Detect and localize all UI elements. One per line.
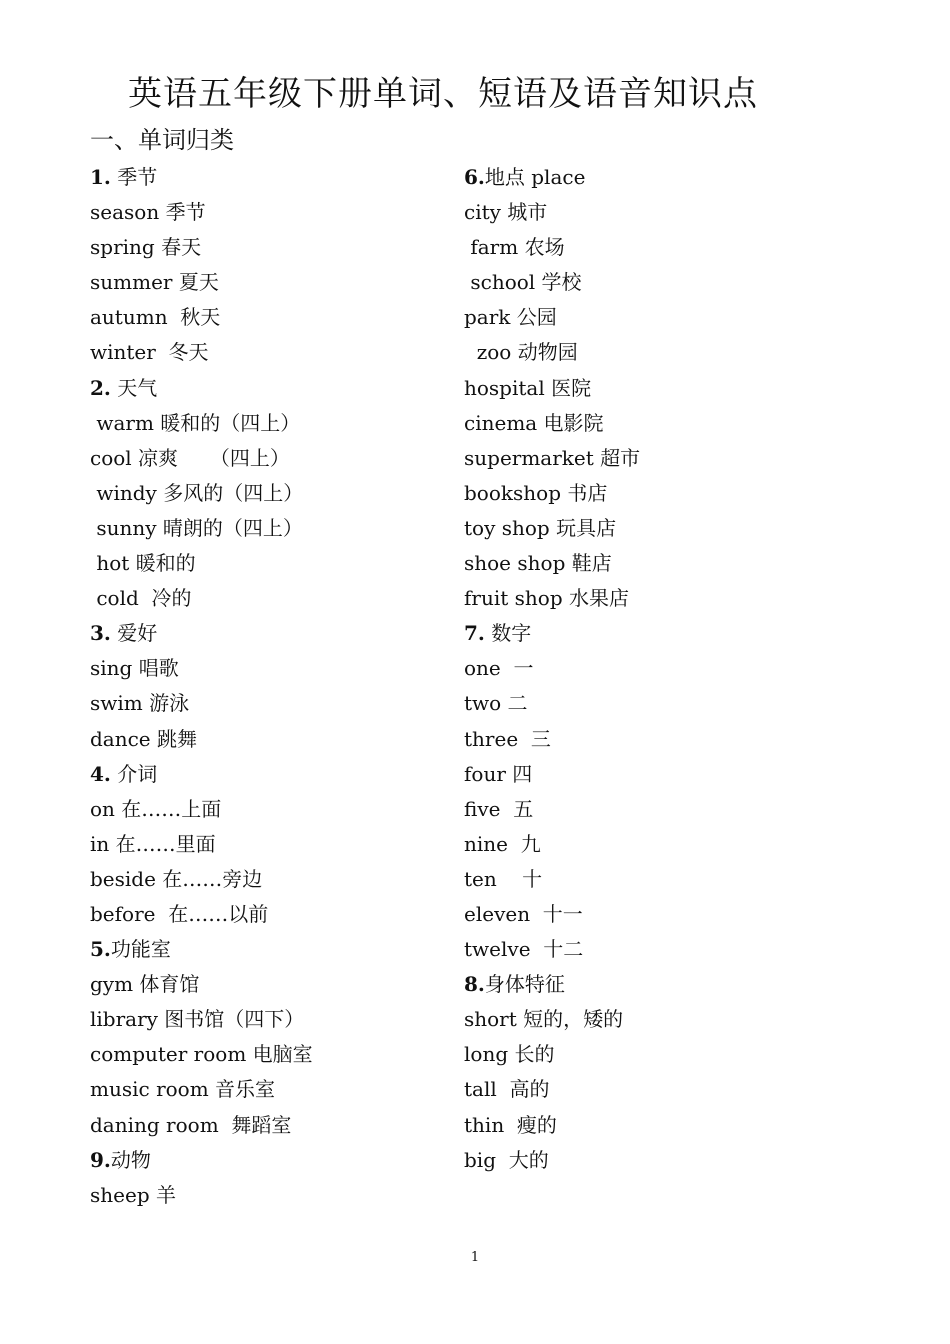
vocab-text: before 在……以前 — [90, 901, 269, 926]
category-number: 5. — [90, 937, 111, 962]
vocab-item — [464, 1108, 640, 1143]
vocab-item — [90, 827, 313, 862]
page-number: 1 — [470, 1250, 480, 1265]
vocab-text: toy shop 玩具店 — [464, 515, 617, 540]
vocab-item — [464, 406, 640, 441]
vocab-text: hospital 医院 — [464, 375, 592, 400]
category-heading — [90, 932, 313, 967]
category-label: 爱好 — [110, 621, 158, 646]
vocab-text: computer room 电脑室 — [90, 1042, 313, 1067]
vocab-text: twelve 十二 — [464, 937, 584, 962]
vocab-text: school 学校 — [464, 270, 582, 295]
vocab-text: nine 九 — [464, 831, 541, 856]
vocab-text: season 季节 — [90, 200, 206, 225]
category-number: 4. — [90, 761, 111, 786]
vocab-item — [90, 1178, 313, 1213]
vocab-text: daning room 舞蹈室 — [90, 1112, 292, 1137]
category-heading — [90, 616, 313, 651]
vocab-item — [464, 651, 640, 686]
vocab-item — [464, 686, 640, 721]
vocab-text: cold 冷的 — [90, 586, 192, 611]
vocab-item — [464, 335, 640, 370]
category-heading — [90, 757, 313, 792]
vocab-text: fruit shop 水果店 — [464, 586, 629, 611]
category-label: 功能室 — [110, 937, 171, 962]
vocab-item — [464, 546, 640, 581]
vocab-text: shoe shop 鞋店 — [464, 551, 612, 576]
vocab-text: cool 凉爽 （四上） — [90, 445, 290, 470]
vocab-text: summer 夏天 — [90, 270, 219, 295]
vocab-item — [90, 265, 313, 300]
vocab-item — [464, 581, 640, 616]
vocab-item — [464, 441, 640, 476]
vocab-text: three 三 — [464, 726, 551, 751]
vocab-text: cinema 电影院 — [464, 410, 604, 435]
vocab-text: music room 音乐室 — [90, 1077, 276, 1102]
vocab-text: big 大的 — [464, 1147, 549, 1172]
vocab-item — [90, 581, 313, 616]
vocab-item — [90, 335, 313, 370]
right-column — [464, 160, 640, 1178]
vocab-item — [464, 862, 640, 897]
vocab-item — [464, 300, 640, 335]
vocab-item — [90, 406, 313, 441]
vocab-text: gym 体育馆 — [90, 972, 200, 997]
vocab-item — [464, 792, 640, 827]
category-heading — [464, 616, 640, 651]
vocab-text: ten 十 — [464, 866, 543, 891]
section-heading: 一、单词归类 — [90, 126, 234, 154]
vocab-text: bookshop 书店 — [464, 480, 608, 505]
vocab-item — [90, 476, 313, 511]
vocab-item — [90, 1037, 313, 1072]
vocab-text: city 城市 — [464, 200, 548, 225]
page-title: 英语五年级下册单词、短语及语音知识点 — [128, 74, 758, 114]
vocab-item — [464, 1143, 640, 1178]
vocab-text: winter 冬天 — [90, 340, 209, 365]
vocab-text: library 图书馆（四下） — [90, 1007, 305, 1032]
category-number: 6. — [464, 165, 485, 189]
vocab-item — [90, 511, 313, 546]
category-number: 3. — [90, 621, 111, 646]
vocab-item — [464, 722, 640, 757]
vocab-text: farm 农场 — [464, 235, 565, 260]
vocab-text: dance 跳舞 — [90, 726, 198, 751]
vocab-item — [464, 230, 640, 265]
vocab-text: sheep 羊 — [90, 1182, 176, 1207]
category-number: 9. — [90, 1147, 111, 1172]
category-label: 季节 — [110, 165, 158, 189]
vocab-text: two 二 — [464, 691, 528, 716]
vocab-text: swim 游泳 — [90, 691, 190, 716]
category-label: 数字 — [484, 621, 532, 646]
vocab-item — [464, 371, 640, 406]
vocab-item — [90, 722, 313, 757]
vocab-item — [90, 1108, 313, 1143]
vocab-item — [464, 195, 640, 230]
vocab-item — [464, 511, 640, 546]
vocab-item — [464, 827, 640, 862]
category-number: 8. — [464, 972, 485, 997]
vocab-text: warm 暖和的（四上） — [90, 410, 301, 435]
category-number: 7. — [464, 621, 485, 646]
vocab-text: spring 春天 — [90, 235, 202, 260]
category-label: 动物 — [110, 1147, 151, 1172]
category-label: 天气 — [110, 375, 158, 400]
category-number: 1. — [90, 165, 111, 189]
vocab-item — [90, 300, 313, 335]
vocab-text: five 五 — [464, 796, 534, 821]
vocab-item — [90, 195, 313, 230]
category-heading — [90, 371, 313, 406]
vocab-text: long 长的 — [464, 1042, 555, 1067]
vocab-text: hot 暖和的 — [90, 551, 196, 576]
vocab-item — [464, 932, 640, 967]
vocab-item — [90, 792, 313, 827]
vocab-item — [90, 230, 313, 265]
vocab-item — [464, 1037, 640, 1072]
vocab-text: eleven 十一 — [464, 901, 583, 926]
vocab-item — [90, 651, 313, 686]
vocab-item — [464, 1002, 640, 1037]
category-heading — [464, 967, 640, 1002]
vocab-text: one 一 — [464, 656, 534, 681]
vocab-item — [464, 476, 640, 511]
vocab-text: windy 多风的（四上） — [90, 480, 304, 505]
vocab-item — [90, 897, 313, 932]
vocab-text: beside 在……旁边 — [90, 866, 263, 891]
vocab-text: zoo 动物园 — [464, 340, 578, 365]
category-label: 身体特征 — [484, 972, 565, 997]
vocab-item — [464, 897, 640, 932]
vocab-text: park 公园 — [464, 305, 557, 330]
vocab-text: short 短的，矮的 — [464, 1007, 624, 1032]
category-number: 2. — [90, 375, 111, 400]
vocab-text: four 四 — [464, 761, 533, 786]
category-label: 地点 place — [484, 165, 586, 189]
vocab-item — [90, 441, 313, 476]
category-label: 介词 — [110, 761, 158, 786]
category-heading — [464, 160, 640, 195]
vocab-text: in 在……里面 — [90, 831, 216, 856]
vocab-text: supermarket 超市 — [464, 445, 641, 470]
vocab-item — [90, 862, 313, 897]
category-heading — [90, 160, 313, 195]
vocab-text: sing 唱歌 — [90, 656, 179, 681]
left-column — [90, 160, 313, 1213]
vocab-item — [90, 1002, 313, 1037]
vocab-text: thin 瘦的 — [464, 1112, 557, 1137]
vocab-item — [90, 967, 313, 1002]
vocab-text: tall 高的 — [464, 1077, 550, 1102]
vocab-item — [90, 546, 313, 581]
vocab-item — [90, 686, 313, 721]
vocab-text: sunny 晴朗的（四上） — [90, 515, 303, 540]
vocab-item — [90, 1072, 313, 1107]
vocab-text: on 在……上面 — [90, 796, 222, 821]
vocab-item — [464, 757, 640, 792]
vocab-text: autumn 秋天 — [90, 305, 221, 330]
vocab-item — [464, 265, 640, 300]
vocab-item — [464, 1072, 640, 1107]
category-heading — [90, 1143, 313, 1178]
